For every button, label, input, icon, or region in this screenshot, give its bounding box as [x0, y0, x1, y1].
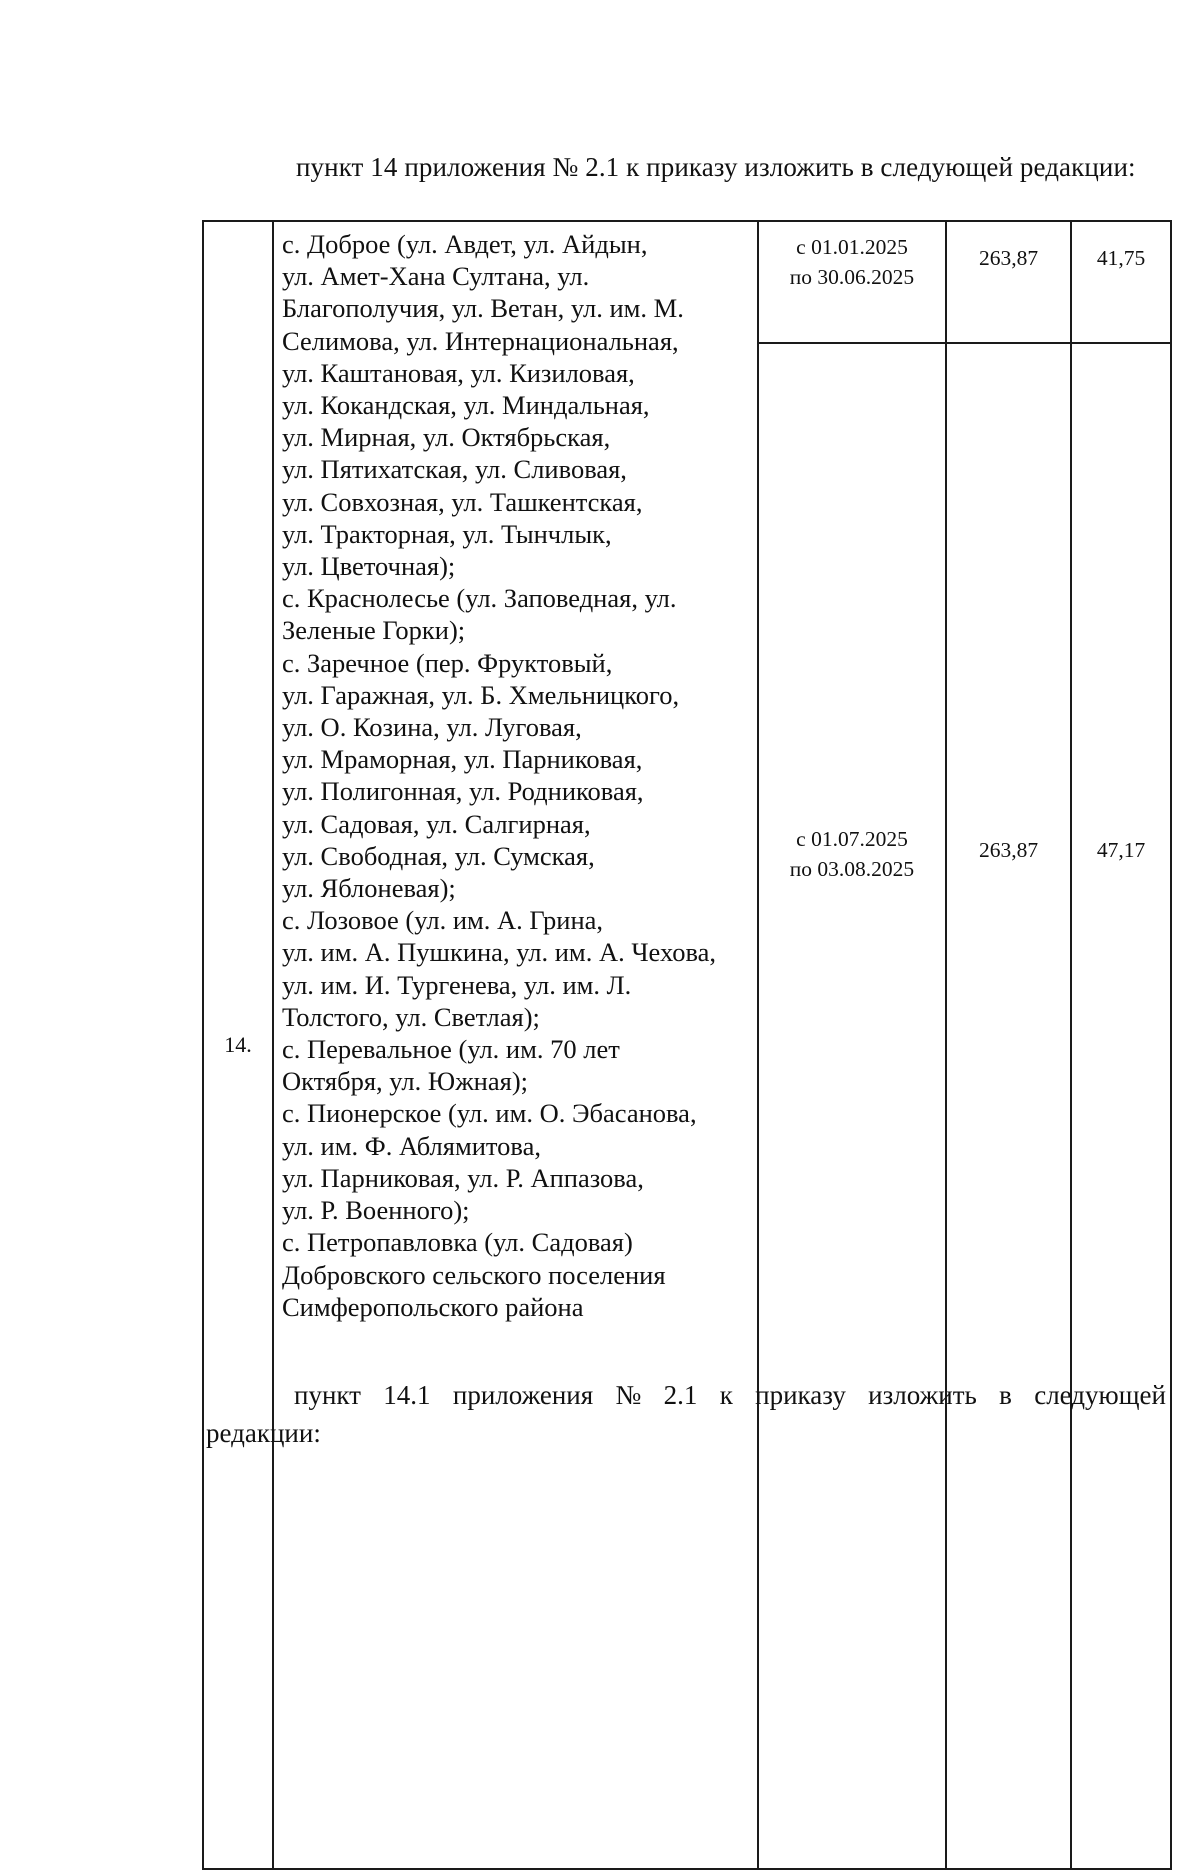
outro-word: приказу	[755, 1380, 846, 1410]
address-line: ул. Садовая, ул. Салгирная,	[282, 808, 591, 839]
outro-word: 14.1	[383, 1380, 431, 1410]
address-line: Благополучия, ул. Ветан, ул. им. М.	[282, 293, 684, 324]
address-line: ул. Совхозная, ул. Ташкентская,	[282, 486, 643, 517]
period-from: с 01.07.2025	[796, 827, 908, 851]
address-line: ул. Амет-Хана Султана, ул.	[282, 261, 590, 292]
outro-word: приложения	[452, 1380, 594, 1410]
address-line: ул. им. И. Тургенева, ул. им. Л.	[282, 969, 632, 1000]
address-line: ул. Тракторная, ул. Тынчлык,	[282, 518, 612, 549]
address-line: ул. Кокандская, ул. Миндальная,	[282, 390, 650, 421]
address-line: ул. им. Ф. Аблямитова,	[282, 1130, 541, 1161]
value2-cell: 41,75	[1071, 221, 1171, 343]
address-line: ул. Пятихатская, ул. Сливовая,	[282, 454, 627, 485]
tariff-table	[202, 220, 1172, 1870]
value2-cell: 47,17	[1071, 343, 1171, 1869]
period-from: с 01.01.2025	[796, 235, 908, 259]
outro-word: следующей	[1034, 1380, 1166, 1410]
address-line: Зеленые Горки);	[282, 615, 466, 646]
address-cell	[273, 221, 758, 1869]
address-line: Октября, ул. Южная);	[282, 1066, 529, 1097]
outro-word: к	[719, 1380, 733, 1410]
intro-paragraph: пункт 14 приложения № 2.1 к приказу изложить в следующей редакции:	[296, 152, 1136, 182]
address-line: ул. Каштановая, ул. Кизиловая,	[282, 357, 635, 388]
outro-line-1	[206, 1376, 1166, 1414]
address-line: ул. Яблоневая);	[282, 873, 456, 904]
address-line: Симферопольского района	[282, 1291, 584, 1322]
outro-paragraph	[206, 1376, 1166, 1452]
address-line: ул. Парниковая, ул. Р. Аппазова,	[282, 1162, 644, 1193]
address-line: ул. Мраморная, ул. Парниковая,	[282, 744, 643, 775]
value1-cell: 263,87	[946, 343, 1071, 1869]
outro-word: 2.1	[663, 1380, 698, 1410]
address-line: с. Перевальное (ул. им. 70 лет	[282, 1034, 620, 1065]
period-to: по 03.08.2025	[789, 857, 915, 881]
address-line: ул. Полигонная, ул. Родниковая,	[282, 776, 644, 807]
outro-word: в	[999, 1380, 1012, 1410]
outro-word: изложить	[868, 1380, 977, 1410]
outro-line-2: редакции:	[206, 1418, 321, 1448]
address-line: с. Пионерское (ул. им. О. Эбасанова,	[282, 1098, 697, 1129]
address-line: с. Краснолесье (ул. Заповедная, ул.	[282, 583, 677, 614]
outro-word: пункт	[294, 1380, 361, 1410]
address-line: Толстого, ул. Светлая);	[282, 1001, 540, 1032]
address-line: ул. Мирная, ул. Октябрьская,	[282, 422, 611, 453]
period-cell	[758, 221, 946, 343]
address-line: Селимова, ул. Интернациональная,	[282, 325, 679, 356]
period-to: по 30.06.2025	[789, 265, 915, 289]
row-number-cell: 14.	[203, 221, 273, 1869]
address-line: ул. Цветочная);	[282, 551, 456, 582]
period-cell	[758, 343, 946, 1869]
address-line: Добровского сельского поселения	[282, 1259, 666, 1290]
address-line: ул. им. А. Пушкина, ул. им. А. Чехова,	[282, 937, 717, 968]
address-line: ул. Р. Военного);	[282, 1195, 470, 1226]
address-line: с. Петропавловка (ул. Садовая)	[282, 1227, 633, 1258]
address-line: с. Лозовое (ул. им. А. Грина,	[282, 905, 604, 936]
address-line: с. Заречное (пер. Фруктовый,	[282, 647, 613, 678]
address-line: ул. Гаражная, ул. Б. Хмельницкого,	[282, 679, 680, 710]
address-line: с. Доброе (ул. Авдет, ул. Айдын,	[282, 229, 648, 259]
outro-word: №	[615, 1380, 642, 1410]
address-line: ул. О. Козина, ул. Луговая,	[282, 712, 582, 743]
address-line: ул. Свободная, ул. Сумская,	[282, 840, 595, 871]
value1-cell: 263,87	[946, 221, 1071, 343]
table-row	[203, 221, 1171, 343]
